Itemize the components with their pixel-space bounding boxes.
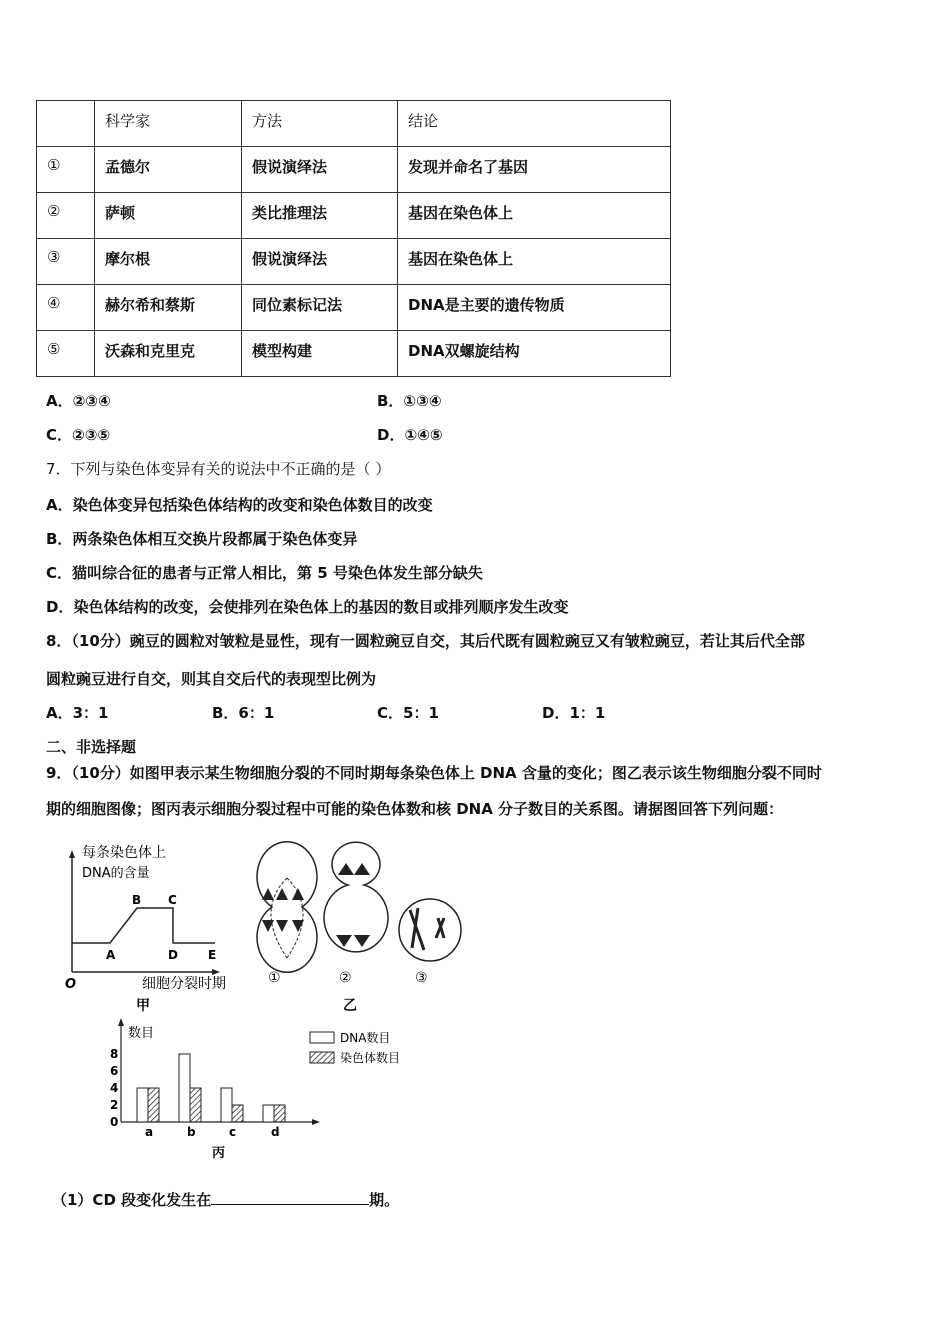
header-cell: 结论 bbox=[398, 101, 671, 147]
header-cell bbox=[37, 101, 95, 147]
q9-sub1 bbox=[52, 1189, 399, 1210]
table-row bbox=[37, 285, 671, 331]
q8-option-b: B．6：1 bbox=[212, 704, 275, 722]
point-b: B bbox=[132, 893, 142, 907]
jia-ylabel-2: DNA的含量 bbox=[82, 866, 150, 881]
q8-option-a: A．3：1 bbox=[46, 704, 109, 722]
q6-option-a: A．②③④ bbox=[46, 392, 111, 410]
cell-label-2: ② bbox=[339, 970, 352, 986]
cell-1-outline bbox=[257, 842, 317, 973]
table-header-row bbox=[37, 101, 671, 147]
legend-swatch-dna bbox=[310, 1032, 334, 1043]
q8-stem-line2: 圆粒豌豆进行自交，则其自交后代的表现型比例为 bbox=[46, 670, 377, 688]
bar-chromosome bbox=[190, 1088, 201, 1122]
x-tick-label: d bbox=[271, 1125, 280, 1139]
answer-blank[interactable] bbox=[211, 1190, 369, 1205]
jia-ylabel-1: 每条染色体上 bbox=[82, 845, 166, 861]
cell: 假说演绎法 bbox=[242, 239, 398, 285]
cell: 萨顿 bbox=[95, 193, 242, 239]
x-tick-label: b bbox=[187, 1125, 196, 1139]
figure-bing-bar-chart bbox=[110, 1018, 400, 1161]
cell: 赫尔希和蔡斯 bbox=[95, 285, 242, 331]
bing-ylabel: 数目 bbox=[128, 1026, 155, 1041]
q9-stem-line1: 9．（10分）如图甲表示某生物细胞分裂的不同时期每条染色体上 DNA 含量的变化；图乙表示该生物细胞分裂不同时 bbox=[46, 764, 822, 782]
header-cell: 科学家 bbox=[95, 101, 242, 147]
q7-stem: 7．下列与染色体变异有关的说法中不正确的是（ ） bbox=[46, 460, 391, 478]
bar-chromosome bbox=[274, 1105, 285, 1122]
bar-dna bbox=[221, 1088, 232, 1122]
yi-caption: 乙 bbox=[343, 998, 357, 1014]
cell: DNA是主要的遗传物质 bbox=[398, 285, 671, 331]
q8-option-d: D．1：1 bbox=[542, 704, 606, 722]
jia-origin: O bbox=[65, 977, 77, 992]
x-tick-label: a bbox=[145, 1125, 154, 1139]
cell-label-1: ① bbox=[268, 970, 281, 986]
table-row bbox=[37, 193, 671, 239]
y-tick-label: 2 bbox=[110, 1098, 119, 1112]
point-c: C bbox=[168, 893, 177, 907]
q8-stem-line1: 8．（10分）豌豆的圆粒对皱粒是显性，现有一圆粒豌豆自交，其后代既有圆粒豌豆又有皱粒豌豆，若让其后代全部 bbox=[46, 632, 805, 650]
cell: 基因在染色体上 bbox=[398, 239, 671, 285]
q7-option-c: C．猫叫综合征的患者与正常人相比，第 5 号染色体发生部分缺失 bbox=[46, 564, 483, 582]
q6-option-b: B．①③④ bbox=[377, 392, 442, 410]
point-e: E bbox=[208, 948, 217, 962]
figure-yi-cells bbox=[257, 842, 461, 973]
cell: ① bbox=[37, 147, 95, 193]
cell: 摩尔根 bbox=[95, 239, 242, 285]
cell: 发现并命名了基因 bbox=[398, 147, 671, 193]
header-cell: 方法 bbox=[242, 101, 398, 147]
x-tick-label: c bbox=[229, 1125, 237, 1139]
table-row bbox=[37, 239, 671, 285]
jia-xlabel: 细胞分裂时期 bbox=[142, 976, 226, 992]
cell: 假说演绎法 bbox=[242, 147, 398, 193]
figure-jia-graph bbox=[65, 844, 226, 1014]
cell: 基因在染色体上 bbox=[398, 193, 671, 239]
legend-swatch-chromosome bbox=[310, 1052, 334, 1063]
legend-label-dna: DNA数目 bbox=[340, 1031, 391, 1045]
cell: 类比推理法 bbox=[242, 193, 398, 239]
point-a: A bbox=[106, 948, 116, 962]
point-d: D bbox=[168, 948, 178, 962]
cell: 孟德尔 bbox=[95, 147, 242, 193]
cell: 模型构建 bbox=[242, 331, 398, 377]
y-tick-label: 0 bbox=[110, 1115, 119, 1129]
cell: ④ bbox=[37, 285, 95, 331]
cell-label-3: ③ bbox=[415, 970, 428, 986]
q7-option-b: B．两条染色体相互交换片段都属于染色体变异 bbox=[46, 530, 358, 548]
q9-stem-line2: 期的细胞图像；图丙表示细胞分裂过程中可能的染色体数和核 DNA 分子数目的关系图。请据图回答下列问题： bbox=[46, 800, 784, 818]
q6-option-c: C．②③⑤ bbox=[46, 426, 111, 444]
y-tick-label: 6 bbox=[110, 1064, 119, 1078]
cell-3-outline bbox=[399, 899, 461, 961]
cell: ③ bbox=[37, 239, 95, 285]
q9-figure bbox=[40, 830, 480, 1170]
q7-option-d: D．染色体结构的改变，会使排列在染色体上的基因的数目或排列顺序发生改变 bbox=[46, 598, 569, 616]
bing-caption: 丙 bbox=[212, 1146, 226, 1161]
q6-option-d: D．①④⑤ bbox=[377, 426, 443, 444]
scientist-table bbox=[36, 100, 671, 377]
q8-option-c: C．5：1 bbox=[377, 704, 439, 722]
q9-sub1-prefix: （1）CD 段变化发生在 bbox=[52, 1191, 212, 1209]
y-tick-label: 4 bbox=[110, 1081, 119, 1095]
cell: ⑤ bbox=[37, 331, 95, 377]
jia-caption: 甲 bbox=[136, 998, 150, 1014]
bar-dna bbox=[263, 1105, 274, 1122]
bar-chromosome bbox=[148, 1088, 159, 1122]
cell: 沃森和克里克 bbox=[95, 331, 242, 377]
bar-chromosome bbox=[232, 1105, 243, 1122]
cell: ② bbox=[37, 193, 95, 239]
legend-label-chromosome: 染色体数目 bbox=[340, 1051, 401, 1065]
y-tick-label: 8 bbox=[110, 1047, 119, 1061]
section-heading: 二、非选择题 bbox=[46, 738, 137, 756]
cell: DNA双螺旋结构 bbox=[398, 331, 671, 377]
q9-sub1-suffix: 期。 bbox=[369, 1191, 400, 1209]
bar-dna bbox=[179, 1054, 190, 1122]
table-row bbox=[37, 331, 671, 377]
bar-dna bbox=[137, 1088, 148, 1122]
table-row bbox=[37, 147, 671, 193]
chromosomes bbox=[262, 863, 370, 947]
q7-option-a: A．染色体变异包括染色体结构的改变和染色体数目的改变 bbox=[46, 496, 433, 514]
cell: 同位素标记法 bbox=[242, 285, 398, 331]
